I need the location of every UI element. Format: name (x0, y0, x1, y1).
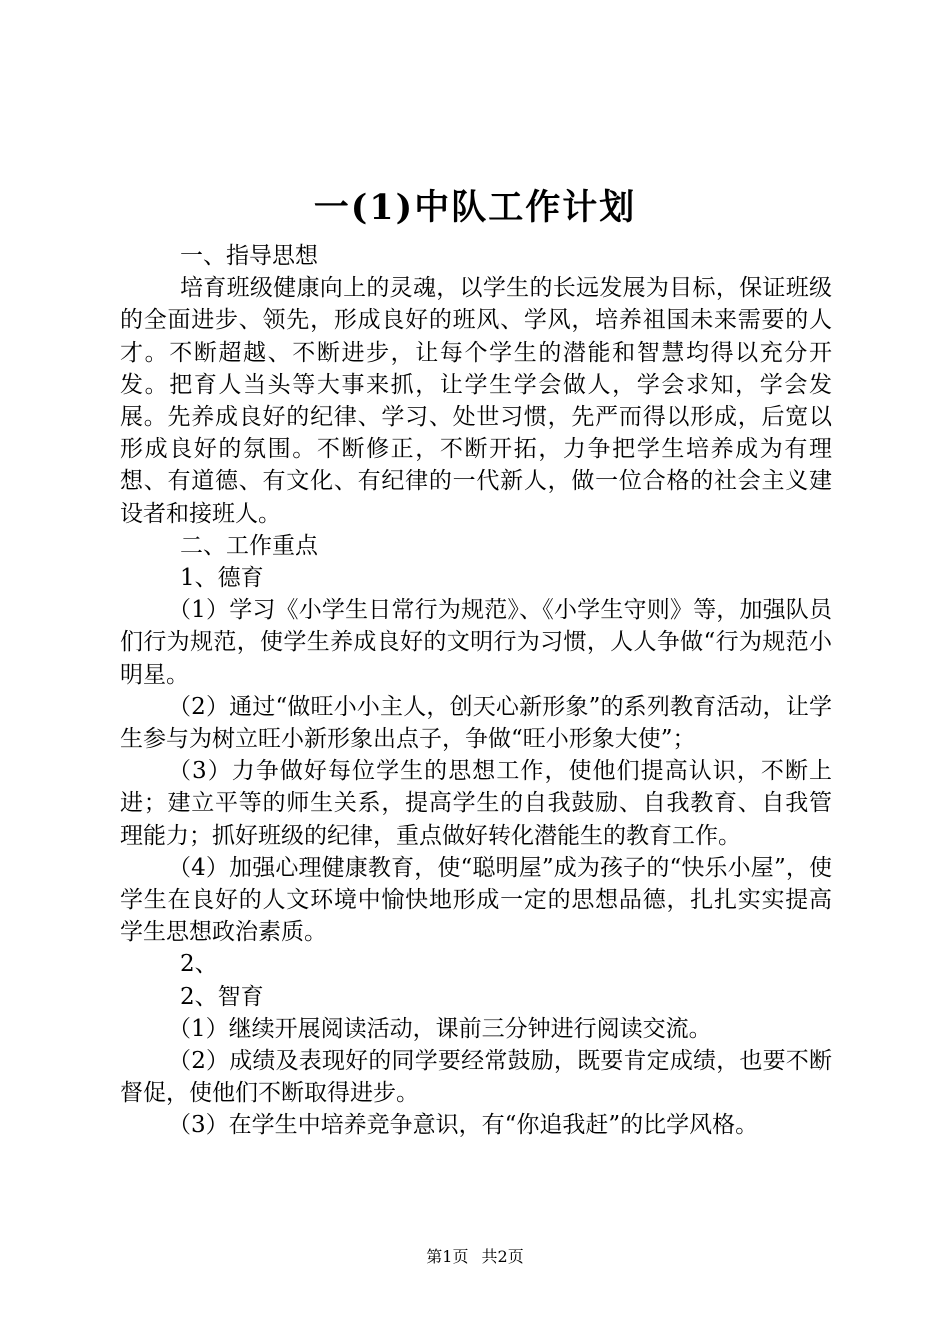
paragraph-intellectual-item-3: （3）在学生中培养竞争意识，有“你追我赶”的比学风格。 (168, 1112, 759, 1139)
paragraph-moral-item-4: （4）加强心理健康教育，使“聪明屋”成为孩子的“快乐小屋”，使学生在良好的人文环境中愉快地形成一定的思想品德，扎扎实实提高学生思想政治素质。 (120, 854, 832, 946)
section-heading-work-focus: 二、工作重点 (180, 532, 318, 559)
subheading-intellectual-education: 2、智育 (180, 983, 264, 1010)
section-heading-guiding-thought: 一、指导思想 (180, 243, 318, 269)
paragraph-moral-item-3: （3）力争做好每位学生的思想工作，使他们提高认识，不断上进；建立平等的师生关系，提高学生的自我鼓励、自我教育、自我管理能力；抓好班级的纪律，重点做好转化潜能生的教育工作。 (120, 758, 832, 849)
page-number-total: 共2页 (481, 1247, 524, 1266)
document-body (120, 240, 832, 1142)
page-footer (0, 1246, 950, 1268)
stray-numbering-line: 2、 (180, 951, 218, 978)
document-title: 一(1)中队工作计划 (313, 187, 637, 228)
paragraph-guiding-thought: 培育班级健康向上的灵魂，以学生的长远发展为目标，保证班级的全面进步、领先，形成良好的班风、学风，培养祖国未来需要的人才。不断超越、不断进步，让每个学生的潜能和智慧均得以充分开发。把育人当头等大事来抓，让学生学会做人，学会求知，学会发展。先养成良好的纪律、学习、处世习惯，先严而得以形成，后宽以形成良好的氛围。不断修正，不断开拓，力争把学生培养成为有理想、有道德、有文化、有纪律的一代新人，做一位合格的社会主义建设者和接班人。 (120, 275, 832, 527)
page-number-current: 第1页 (426, 1247, 469, 1266)
subheading-moral-education: 1、德育 (180, 565, 264, 592)
paragraph-intellectual-item-1: （1）继续开展阅读活动，课前三分钟进行阅读交流。 (168, 1015, 712, 1042)
paragraph-intellectual-item-2: （2）成绩及表现好的同学要经常鼓励，既要肯定成绩，也要不断督促，使他们不断取得进步。 (120, 1048, 832, 1107)
paragraph-moral-item-2: （2）通过“做旺小小主人，创天心新形象”的系列教育活动，让学生参与为树立旺小新形象出点子，争做“旺小形象大使”； (120, 693, 832, 753)
paragraph-moral-item-1: （1）学习《小学生日常行为规范》、《小学生守则》等，加强队员们行为规范，使学生养成良好的文明行为习惯，人人争做“行为规范小明星。 (120, 597, 832, 688)
